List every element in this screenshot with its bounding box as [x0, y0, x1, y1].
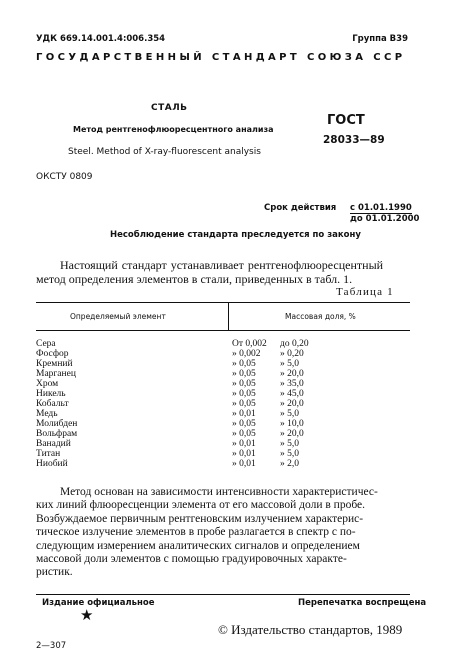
- element-name: Молибден: [36, 419, 78, 429]
- gost-number: 28033—89: [323, 134, 385, 146]
- table-row: [36, 429, 416, 439]
- table-row: [36, 379, 416, 389]
- table-column-divider: [228, 302, 229, 331]
- table-top-rule: [36, 302, 410, 303]
- fraction-to: » 20,0: [280, 369, 304, 379]
- table-row: [36, 389, 416, 399]
- table-row: [36, 359, 416, 369]
- table-header-rule: [36, 330, 410, 331]
- table-row: [36, 419, 416, 429]
- method-line: следующим измерением аналитических сигналов и определением: [36, 539, 360, 552]
- element-name: Титан: [36, 449, 61, 459]
- fraction-to: » 45,0: [280, 389, 304, 399]
- gost-label: ГОСТ: [327, 113, 365, 128]
- element-name: Ниобий: [36, 459, 68, 469]
- fraction-to: до 0,20: [280, 339, 309, 349]
- fraction-from: » 0,01: [232, 449, 256, 459]
- subtitle-english: Steel. Method of X-ray-fluorescent analysis: [68, 147, 261, 157]
- table-caption: Таблица 1: [336, 286, 394, 298]
- element-name: Вольфрам: [36, 429, 78, 439]
- fraction-to: » 20,0: [280, 399, 304, 409]
- fraction-from: » 0,05: [232, 399, 256, 409]
- table-row: [36, 449, 416, 459]
- fraction-to: » 35,0: [280, 379, 304, 389]
- element-name: Медь: [36, 409, 58, 419]
- method-line: ких линий флюоресценции элемента от его массовой доли в пробе.: [36, 499, 365, 512]
- intro-line: Настоящий стандарт устанавливает рентгенофлюоресцентный: [60, 258, 384, 272]
- fraction-to: » 0,20: [280, 349, 304, 359]
- fraction-from: » 0,05: [232, 429, 256, 439]
- fraction-from: » 0,01: [232, 459, 256, 469]
- fraction-from: » 0,05: [232, 359, 256, 369]
- group-code: Группа В39: [352, 34, 408, 44]
- table-row: [36, 369, 416, 379]
- fraction-to: » 5,0: [280, 409, 299, 419]
- document-title: СТАЛЬ: [151, 103, 188, 113]
- validity-label: Срок действия: [264, 203, 337, 213]
- table-row: [36, 409, 416, 419]
- element-name: Кобальт: [36, 399, 69, 409]
- fraction-from: » 0,002: [232, 349, 261, 359]
- fraction-to: » 5,0: [280, 439, 299, 449]
- official-edition-label: Издание официальное: [42, 598, 155, 608]
- state-standard-heading: ГОСУДАРСТВЕННЫЙ СТАНДАРТ СОЮЗА ССР: [36, 52, 406, 63]
- fraction-to: » 10,0: [280, 419, 304, 429]
- element-name: Ванадий: [36, 439, 71, 449]
- fraction-from: » 0,05: [232, 379, 256, 389]
- element-name: Фосфор: [36, 349, 69, 359]
- fraction-to: » 5,0: [280, 359, 299, 369]
- subtitle-russian: Метод рентгенофлюоресцентного анализа: [73, 125, 274, 134]
- copyright-line: © Издательство стандартов, 1989: [218, 622, 403, 637]
- element-name: Сера: [36, 339, 56, 349]
- fraction-from: От 0,002: [232, 339, 267, 349]
- fraction-from: » 0,05: [232, 419, 256, 429]
- method-line: Метод основан на зависимости интенсивности характеристичес-: [60, 486, 378, 498]
- reprint-prohibited-label: Перепечатка воспрещена: [298, 598, 427, 608]
- fraction-to: » 2,0: [280, 459, 299, 469]
- udk-code: УДК 669.14.001.4:006.354: [36, 34, 166, 44]
- page-code: 2—307: [36, 641, 67, 651]
- fraction-from: » 0,05: [232, 389, 256, 399]
- footer-rule: [36, 594, 410, 595]
- table-row: [36, 339, 416, 349]
- intro-line: метод определения элементов в стали, приведенных в табл. 1.: [36, 271, 353, 286]
- method-line: тическое излучение элементов в пробе разлагается в спектр с по-: [36, 526, 356, 539]
- element-name: Хром: [36, 379, 59, 389]
- table-header-fraction: Массовая доля, %: [285, 312, 356, 321]
- method-line: ристик.: [36, 566, 73, 579]
- fraction-to: » 20,0: [280, 429, 304, 439]
- fraction-from: » 0,01: [232, 439, 256, 449]
- element-name: Кремний: [36, 359, 73, 369]
- method-paragraph: [36, 486, 410, 580]
- intro-paragraph: [36, 259, 410, 286]
- table-row: [36, 459, 416, 469]
- fraction-from: » 0,05: [232, 369, 256, 379]
- table-row: [36, 399, 416, 409]
- fraction-from: » 0,01: [232, 409, 256, 419]
- star-icon: ★: [80, 608, 94, 624]
- table-header-element: Определяемый элемент: [70, 312, 166, 321]
- method-line: Возбуждаемое первичным рентгеновским излучением характерис-: [36, 512, 364, 525]
- element-name: Никель: [36, 389, 66, 399]
- method-line: массовой доли элементов с помощью градуировочных характе-: [36, 553, 347, 566]
- validity-to: до 01.01.2000: [350, 214, 420, 224]
- fraction-to: » 5,0: [280, 449, 299, 459]
- element-name: Марганец: [36, 369, 76, 379]
- table-row: [36, 349, 416, 359]
- okstu-code: ОКСТУ 0809: [36, 172, 93, 182]
- table-row: [36, 439, 416, 449]
- compliance-note: Несоблюдение стандарта преследуется по закону: [110, 230, 361, 240]
- validity-from: с 01.01.1990: [350, 203, 412, 213]
